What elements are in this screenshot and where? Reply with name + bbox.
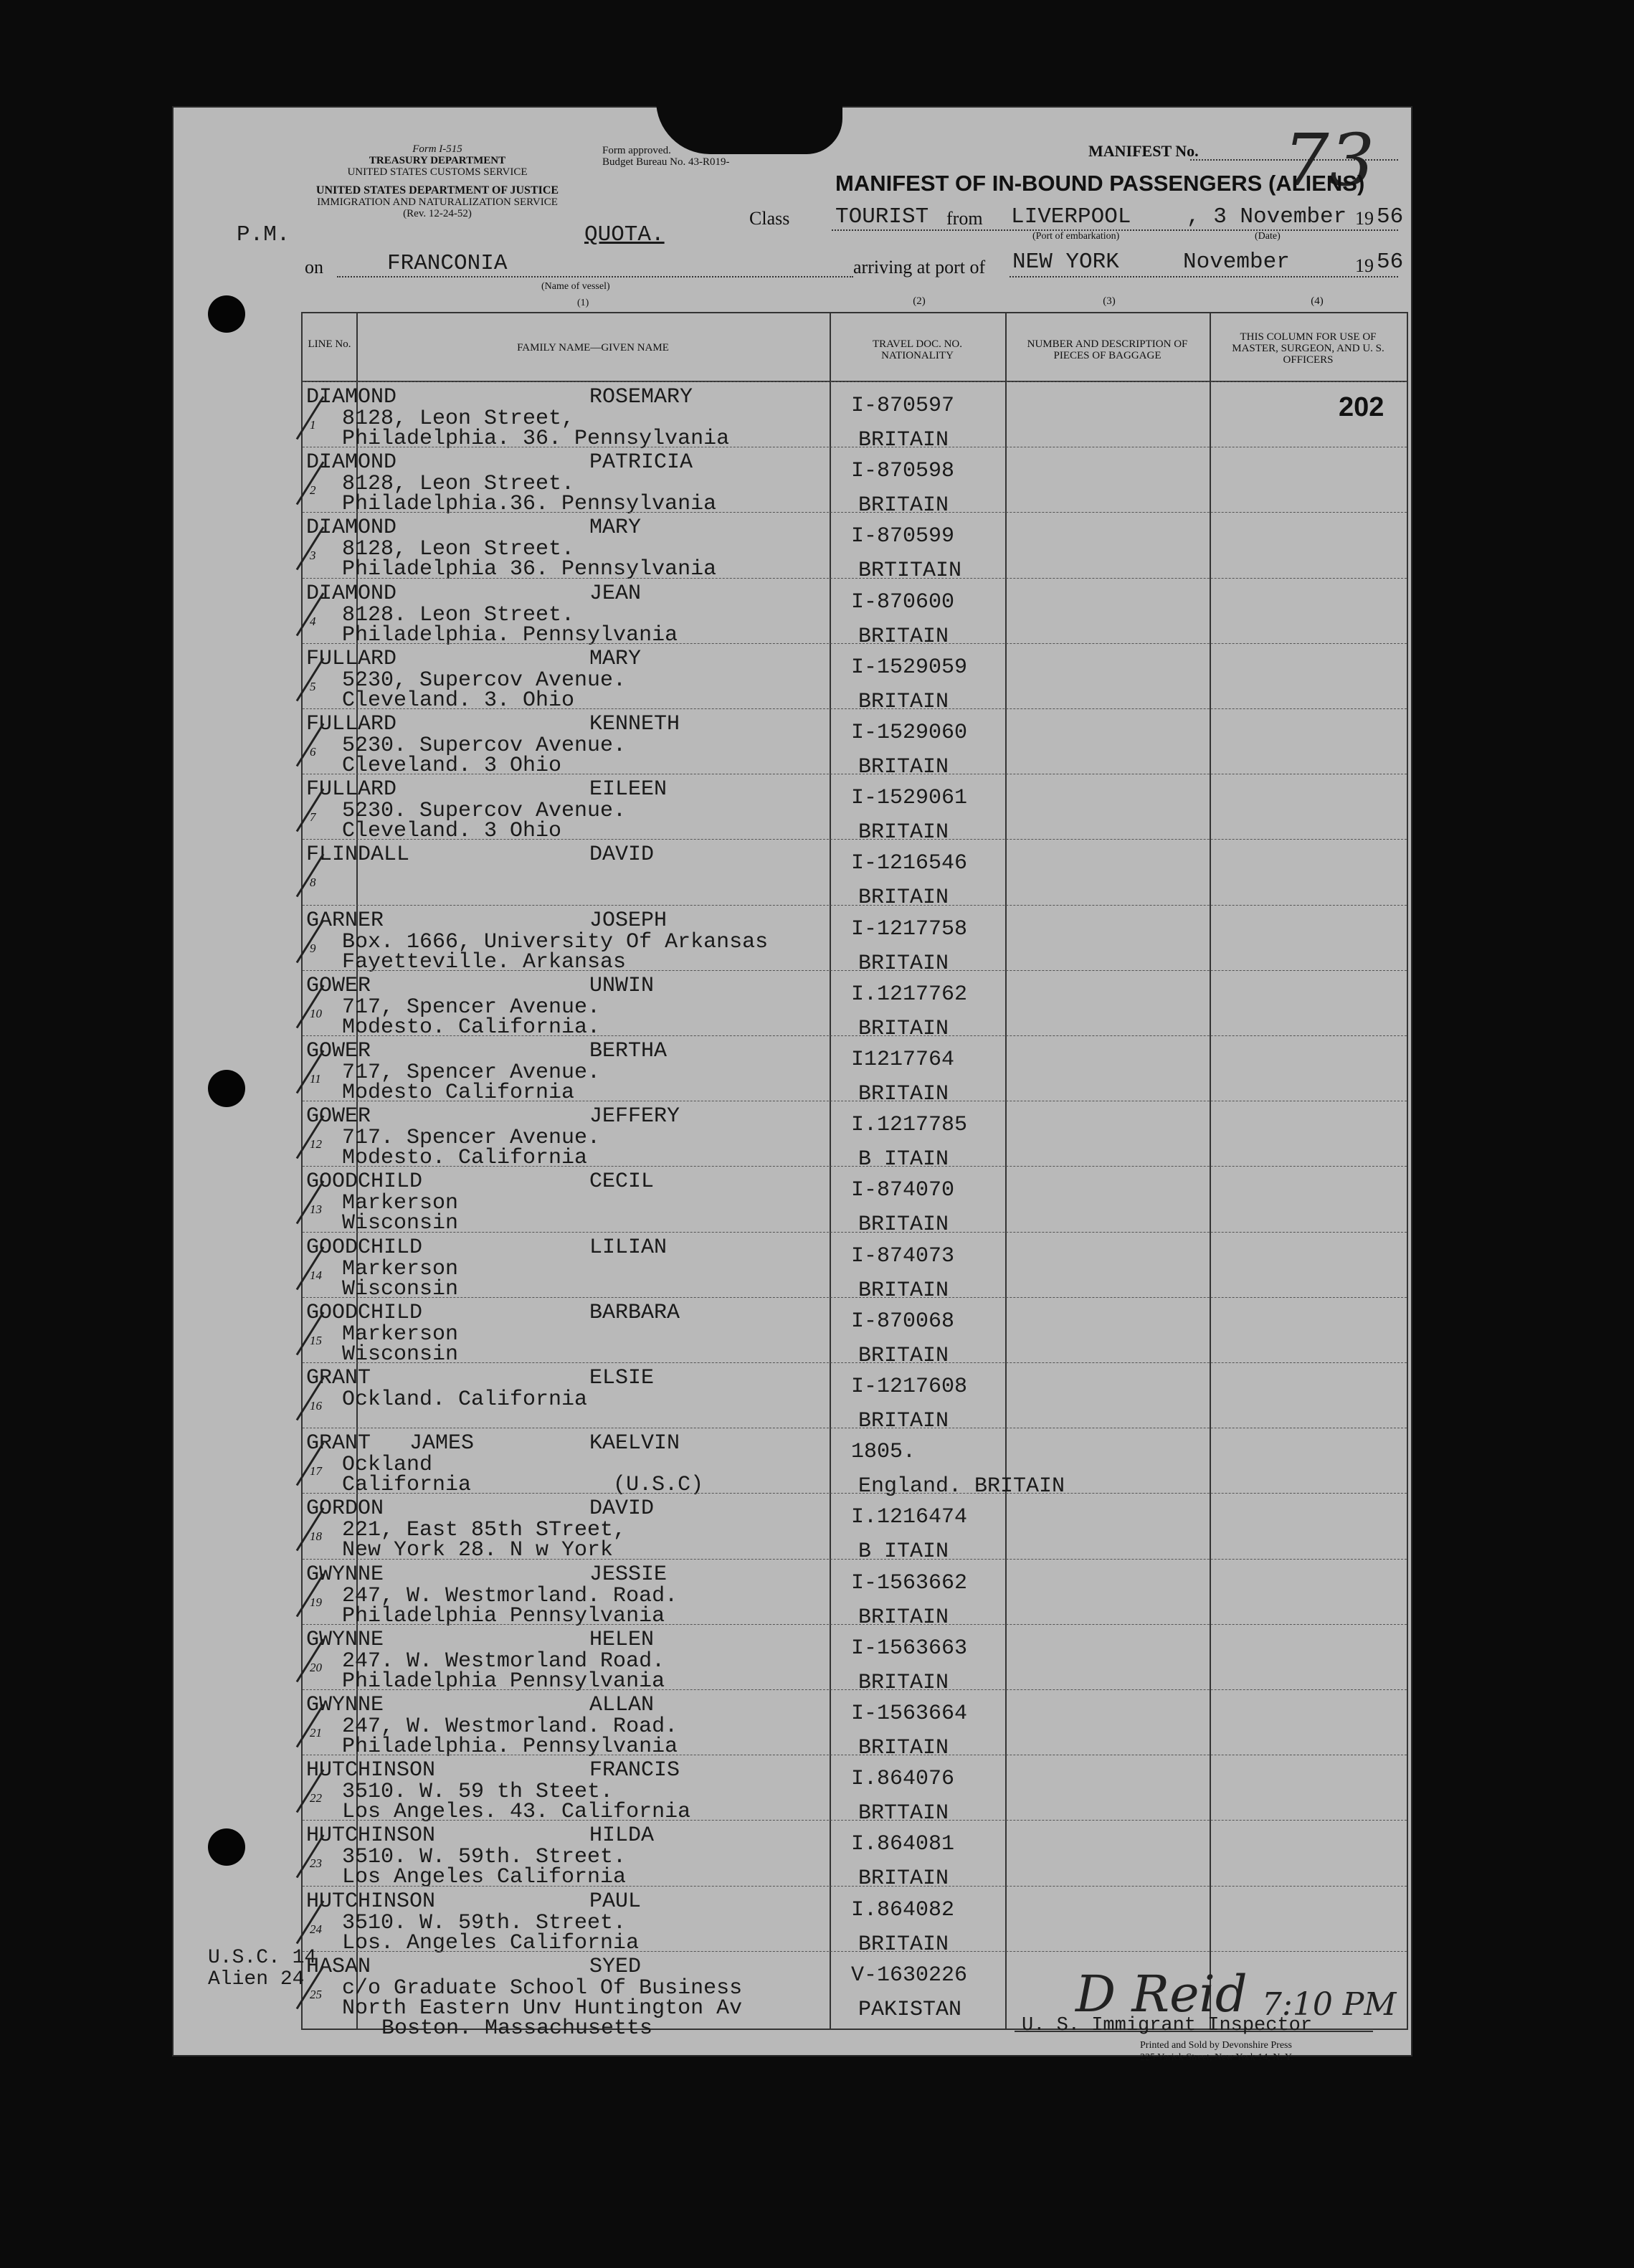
table-row [303, 1624, 1407, 1695]
table-row [303, 1559, 1407, 1630]
given-name: ROSEMARY [589, 385, 693, 409]
col-header-name: FAMILY NAME—GIVEN NAME [517, 342, 669, 354]
col-number-2: (2) [913, 295, 926, 307]
address-line-2: Cleveland. 3 Ohio [342, 819, 562, 844]
address-line-1: 5230. Supercov Avenue. [342, 799, 627, 824]
date-caption: (Date) [1255, 231, 1281, 242]
travel-doc-number: I-1217608 [851, 1375, 968, 1399]
family-name: GRANT [306, 1366, 371, 1390]
nationality: BRITAIN [858, 428, 949, 452]
address-line-2: Philadelphia. 36. Pennsylvania [342, 427, 730, 451]
travel-doc-number: 1805. [851, 1440, 916, 1465]
address-line-1: 717, Spencer Avenue. [342, 1061, 601, 1085]
travel-doc-number: I-1563664 [851, 1702, 968, 1726]
address-line-1: 5230, Supercov Avenue. [342, 668, 627, 693]
from-label: from [946, 208, 983, 229]
table-row [303, 1689, 1407, 1760]
year-prefix: 19 [1355, 208, 1374, 229]
address-line-1: 3510. W. 59th. Street. [342, 1910, 627, 1935]
travel-doc-number: I.864081 [851, 1832, 955, 1857]
address-line-1: 247, W. Westmorland. Road. [342, 1714, 678, 1739]
family-name: FULLARD [306, 646, 397, 671]
table-row [303, 1428, 1407, 1499]
line-number: 21 [310, 1726, 322, 1740]
address-line-2: Cleveland. 3 Ohio [342, 754, 562, 778]
line-number: 8 [310, 876, 316, 890]
nationality: B ITAIN [858, 1147, 949, 1172]
address-line-2: Wisconsin [342, 1276, 459, 1301]
address-line-2: Modesto California [342, 1081, 575, 1105]
col-header-officers: THIS COLUMN FOR USE OF MASTER, SURGEON, AND U. S. OFFICERS [1232, 331, 1384, 366]
given-name: ELSIE [589, 1366, 655, 1390]
address-line-1: c/o Graduate School Of Business [342, 1975, 743, 2001]
nationality: BRITAIN [858, 1016, 949, 1041]
given-name: UNWIN [589, 973, 655, 998]
line-number: 20 [310, 1660, 322, 1674]
arrival-year-prefix: 19 [1355, 255, 1374, 276]
nationality: BRITAIN [858, 1082, 949, 1106]
arrival-date: November [1183, 250, 1290, 275]
family-name: GWYNNE [306, 1627, 384, 1652]
officer-note: 202 [1339, 392, 1384, 422]
line-number: 2 [310, 483, 316, 498]
nationality: BRITAIN [858, 951, 949, 976]
table-row [303, 774, 1407, 845]
address-line-1: 5230. Supercov Avenue. [342, 734, 627, 758]
usc-note: U.S.C. 14 [208, 1947, 317, 1969]
family-name: GOODCHILD [306, 1235, 423, 1260]
alien-note: Alien 24 [208, 1968, 305, 1991]
address-line-2: Los. Angeles California [342, 1930, 640, 1955]
treasury-label: TREASURY DEPARTMENT [369, 155, 506, 166]
address-line-2: Philadelphia.36. Pennsylvania [342, 492, 717, 517]
address-line-2: New York 28. N w York [342, 1538, 614, 1563]
inspector-signature: D Reid [1075, 1965, 1248, 2023]
address-line-1: 221, East 85th STreet, [342, 1518, 627, 1543]
line-number: 18 [310, 1529, 322, 1544]
vessel-name: FRANCONIA [387, 251, 508, 276]
given-name: ALLAN [589, 1693, 655, 1717]
address-line-1: 247, W. Westmorland. Road. [342, 1583, 678, 1608]
from-value: LIVERPOOL [1011, 204, 1131, 229]
address-line-1: Markerson [342, 1322, 459, 1347]
address-line-2: Philadelphia Pennsylvania [342, 1669, 665, 1694]
travel-doc-number: I-870068 [851, 1309, 955, 1334]
travel-doc-number: I-1529061 [851, 786, 968, 811]
approved-label: Form approved. [602, 145, 671, 156]
family-name: FULLARD [306, 712, 397, 736]
nationality: B ITAIN [858, 1539, 949, 1565]
nationality: BRITAIN [858, 624, 949, 649]
travel-doc-number: I-870600 [851, 589, 955, 615]
given-name: LILIAN [589, 1235, 668, 1260]
table-row [303, 708, 1407, 779]
nationality: BRITAIN [858, 886, 949, 911]
arriving-label: arriving at port of [853, 257, 986, 277]
address-line-2: Philadelphia. Pennsylvania [342, 1735, 678, 1759]
manifest-no-label: MANIFEST No. [1088, 142, 1199, 160]
given-name: DAVID [589, 843, 655, 868]
address-line-1: Ockland. California [342, 1387, 588, 1412]
arrival-year: 56 [1377, 250, 1404, 275]
table-row [303, 1886, 1407, 1957]
address-line-1: 8128, Leon Street. [342, 537, 575, 562]
family-name: GOODCHILD [306, 1300, 423, 1325]
manifest-title: MANIFEST OF IN-BOUND PASSENGERS (ALIENS) [835, 171, 1365, 196]
family-name: HUTCHINSON [306, 1889, 436, 1914]
given-name: HELEN [589, 1627, 655, 1652]
table-row [303, 970, 1407, 1041]
table-row [303, 1493, 1407, 1565]
line-number: 5 [310, 679, 316, 693]
line-number: 9 [310, 941, 316, 955]
table-row [303, 1035, 1407, 1106]
line-number: 6 [310, 745, 316, 759]
given-name: CECIL [589, 1169, 655, 1195]
travel-doc-number: I.1217785 [851, 1113, 968, 1138]
given-name: HILDA [589, 1823, 655, 1849]
family-name: HASAN [306, 1954, 371, 1979]
table-row [303, 839, 1407, 911]
family-name: GWYNNE [306, 1562, 384, 1587]
address-line-2: Philadelphia 36. Pennsylvania [342, 557, 717, 582]
given-name: SYED [589, 1954, 642, 1979]
address-line-1: Markerson [342, 1191, 459, 1216]
nationality: BRITAIN [858, 1278, 949, 1303]
given-name: PAUL [589, 1889, 642, 1914]
class-value: TOURIST [835, 204, 929, 229]
given-name: JOSEPH [589, 908, 668, 933]
travel-doc-number: I-1216546 [851, 851, 968, 876]
address-line-1: 8128. Leon Street. [342, 602, 575, 627]
travel-doc-number: I-870597 [851, 394, 955, 418]
address-line-1: 3510. W. 59 th Steet. [342, 1780, 614, 1805]
line-number: 10 [310, 1006, 322, 1020]
family-name: DIAMOND [306, 581, 397, 606]
arrival-line [1010, 276, 1398, 277]
nationality: BRITAIN [858, 493, 949, 518]
ins-label: IMMIGRATION AND NATURALIZATION SERVICE [317, 196, 558, 208]
given-name: KAELVIN [589, 1431, 680, 1456]
form-header-justice [301, 185, 574, 219]
family-name: GWYNNE [306, 1693, 384, 1717]
line-number: 22 [310, 1791, 322, 1806]
line-number: 25 [310, 1987, 322, 2001]
travel-doc-number: I-1563663 [851, 1636, 968, 1661]
family-name: FLINDALL [306, 843, 410, 868]
table-row [303, 1755, 1407, 1826]
address-line-2: Philadelphia Pennsylvania [342, 1603, 665, 1628]
nationality: BRITAIN [858, 1866, 949, 1892]
nationality: BRITAIN [858, 689, 949, 714]
address-line-2: Modesto. California [342, 1146, 588, 1171]
customs-label: UNITED STATES CUSTOMS SERVICE [347, 166, 528, 178]
line-number: 15 [310, 1333, 322, 1347]
family-name: FULLARD [306, 777, 397, 802]
given-name: JEAN [589, 581, 642, 606]
col1-label: (1) [577, 298, 589, 308]
justice-label: UNITED STATES DEPARTMENT OF JUSTICE [315, 184, 559, 196]
address-line-2: Los Angeles. 43. California [342, 1800, 691, 1825]
travel-doc-number: I-1217758 [851, 916, 968, 941]
address-line-3: Boston. Massachusetts [381, 2016, 653, 2041]
form-header-left [323, 143, 552, 178]
nationality: BRITAIN [858, 1605, 949, 1630]
table-row [303, 1297, 1407, 1368]
address-line-2: California (U.S.C) [342, 1473, 704, 1498]
table-row [303, 905, 1407, 976]
on-label: on [305, 257, 323, 277]
nationality: BRITAIN [858, 755, 949, 779]
nationality: BRITAIN [858, 1343, 949, 1368]
address-line-2: Wisconsin [342, 1342, 459, 1367]
table-row [303, 578, 1407, 649]
address-line-1: 247. W. Westmorland Road. [342, 1648, 665, 1674]
col-number-4: (4) [1311, 295, 1324, 307]
given-name: EILEEN [589, 777, 668, 802]
line-number: 17 [310, 1464, 322, 1479]
line-number: 14 [310, 1268, 322, 1282]
punch-hole [208, 1828, 245, 1866]
family-name: GOWER [306, 973, 371, 998]
signature-time: 7:10 PM [1262, 1986, 1397, 2023]
given-name: KENNETH [589, 712, 680, 736]
nationality: PAKISTAN [858, 1997, 962, 2022]
arrival-port: NEW YORK [1012, 250, 1119, 275]
travel-doc-number: I.1217762 [851, 982, 968, 1007]
given-name: FRANCIS [589, 1758, 680, 1783]
nationality: England. BRITAIN [858, 1474, 1065, 1499]
travel-doc-number: I-874073 [851, 1243, 955, 1268]
pm-label: P.M. [237, 222, 290, 247]
col-header-baggage: NUMBER AND DESCRIPTION OF PIECES OF BAGGAGE [1027, 338, 1188, 361]
table-row [303, 381, 1407, 452]
inspector-label: U. S. Immigrant Inspector [1022, 2015, 1313, 2036]
vessel-line [337, 276, 853, 277]
travel-doc-number: I-1529060 [851, 721, 968, 745]
printer-address: 225 Varick Street, New York 14, N. Y. [1140, 2052, 1293, 2063]
table-row [303, 1820, 1407, 1892]
family-name: DIAMOND [306, 450, 397, 475]
family-name: DIAMOND [306, 516, 397, 541]
budget-label: Budget Bureau No. 43-R019- [602, 156, 730, 168]
address-line-1: 717, Spencer Avenue. [342, 995, 601, 1020]
form-approval [602, 145, 760, 168]
given-name: BERTHA [589, 1039, 668, 1063]
address-line-2: Fayetteville. Arkansas [342, 949, 627, 974]
address-line-1: Box. 1666, University Of Arkansas [342, 929, 769, 954]
year: 56 [1377, 204, 1404, 229]
travel-doc-number: I.1216474 [851, 1505, 968, 1530]
nationality: BRITAIN [858, 1932, 949, 1957]
line-number: 24 [310, 1922, 322, 1936]
address-line-2: Cleveland. 3. Ohio [342, 688, 575, 713]
nationality: BRITAIN [858, 1409, 949, 1433]
vessel-caption: (Name of vessel) [541, 281, 610, 292]
address-line-2: Los Angeles California [342, 1865, 627, 1890]
table-row [303, 643, 1407, 714]
travel-doc-number: I1217764 [851, 1048, 955, 1072]
given-name: JEFFERY [589, 1104, 680, 1129]
travel-doc-number: I-874070 [851, 1178, 955, 1203]
given-name: JESSIE [589, 1562, 668, 1587]
nationality: BRITAIN [858, 1670, 949, 1695]
family-name: GORDON [306, 1496, 384, 1522]
family-name: HUTCHINSON [306, 1758, 436, 1783]
family-name: GOWER [306, 1104, 371, 1129]
address-line-2: Modesto. California. [342, 1015, 601, 1040]
address-line-2: Wisconsin [342, 1211, 459, 1236]
line-number: 19 [310, 1595, 322, 1609]
table-row [303, 447, 1407, 518]
address-line-1: 8128, Leon Street, [342, 407, 575, 431]
address-line-2: North Eastern Unv Huntington Av [342, 1996, 743, 2021]
address-line-1: Markerson [342, 1256, 459, 1281]
given-name: DAVID [589, 1496, 655, 1522]
table-row [303, 512, 1407, 584]
nationality: BRITAIN [858, 1736, 949, 1760]
form-number: Form I-515 [412, 143, 462, 155]
line-number: 3 [310, 549, 316, 563]
col-header-line: LINE No. [308, 338, 351, 350]
manifest-number: 73 [1283, 118, 1375, 202]
family-name: GARNER [306, 908, 384, 933]
travel-doc-number: I-870598 [851, 459, 955, 484]
address-line-1: 3510. W. 59th. Street. [342, 1845, 627, 1870]
travel-doc-number: V-1630226 [851, 1963, 968, 1988]
line-number: 1 [310, 418, 316, 432]
address-line-1: Ockland [342, 1453, 433, 1478]
table-row [303, 1101, 1407, 1172]
class-label: Class [749, 208, 790, 229]
nationality: BRITAIN [858, 1213, 949, 1238]
line-number: 13 [310, 1202, 322, 1217]
given-name: BARBARA [589, 1300, 680, 1325]
given-name: PATRICIA [589, 450, 693, 475]
punch-hole [208, 1070, 245, 1107]
printer-credit: Printed and Sold by Devonshire Press [1140, 2040, 1292, 2051]
punch-hole [208, 295, 245, 333]
travel-doc-number: I-1529059 [851, 655, 968, 680]
embark-date: , 3 November [1187, 204, 1347, 229]
line-number: 23 [310, 1856, 322, 1871]
line-number: 4 [310, 614, 316, 628]
nationality: BRITAIN [858, 820, 949, 845]
given-name: MARY [589, 646, 642, 671]
passenger-table [301, 295, 1408, 2041]
col-number-3: (3) [1103, 295, 1116, 307]
table-row [303, 1362, 1407, 1433]
table-row [303, 1232, 1407, 1303]
line-number: 16 [310, 1399, 322, 1413]
family-name: GOODCHILD [306, 1169, 423, 1195]
address-line-1: 8128, Leon Street. [342, 472, 575, 497]
line-number: 12 [310, 1137, 322, 1152]
nationality: BRTTAIN [858, 1801, 949, 1826]
address-line-1: 717. Spencer Avenue. [342, 1126, 601, 1151]
table-row [303, 1166, 1407, 1238]
travel-doc-number: I.864082 [851, 1897, 955, 1922]
family-name: GRANT JAMES [306, 1431, 475, 1456]
line-number: 7 [310, 810, 316, 825]
family-name: GOWER [306, 1039, 371, 1063]
given-name: MARY [589, 516, 642, 541]
rev-label: (Rev. 12-24-52) [403, 208, 472, 219]
family-name: DIAMOND [306, 385, 397, 409]
family-name: HUTCHINSON [306, 1823, 436, 1849]
nationality: BRTITAIN [858, 559, 962, 584]
port-embark-caption: (Port of embarkation) [1032, 231, 1120, 242]
quota-label: QUOTA. [584, 222, 665, 247]
col-header-doc: TRAVEL DOC. NO. NATIONALITY [872, 338, 962, 361]
travel-doc-number: I-1563662 [851, 1570, 968, 1595]
travel-doc-number: I.864076 [851, 1767, 955, 1792]
address-line-2: Philadelphia. Pennsylvania [342, 622, 678, 647]
line-number: 11 [310, 1072, 321, 1086]
travel-doc-number: I-870599 [851, 524, 955, 549]
